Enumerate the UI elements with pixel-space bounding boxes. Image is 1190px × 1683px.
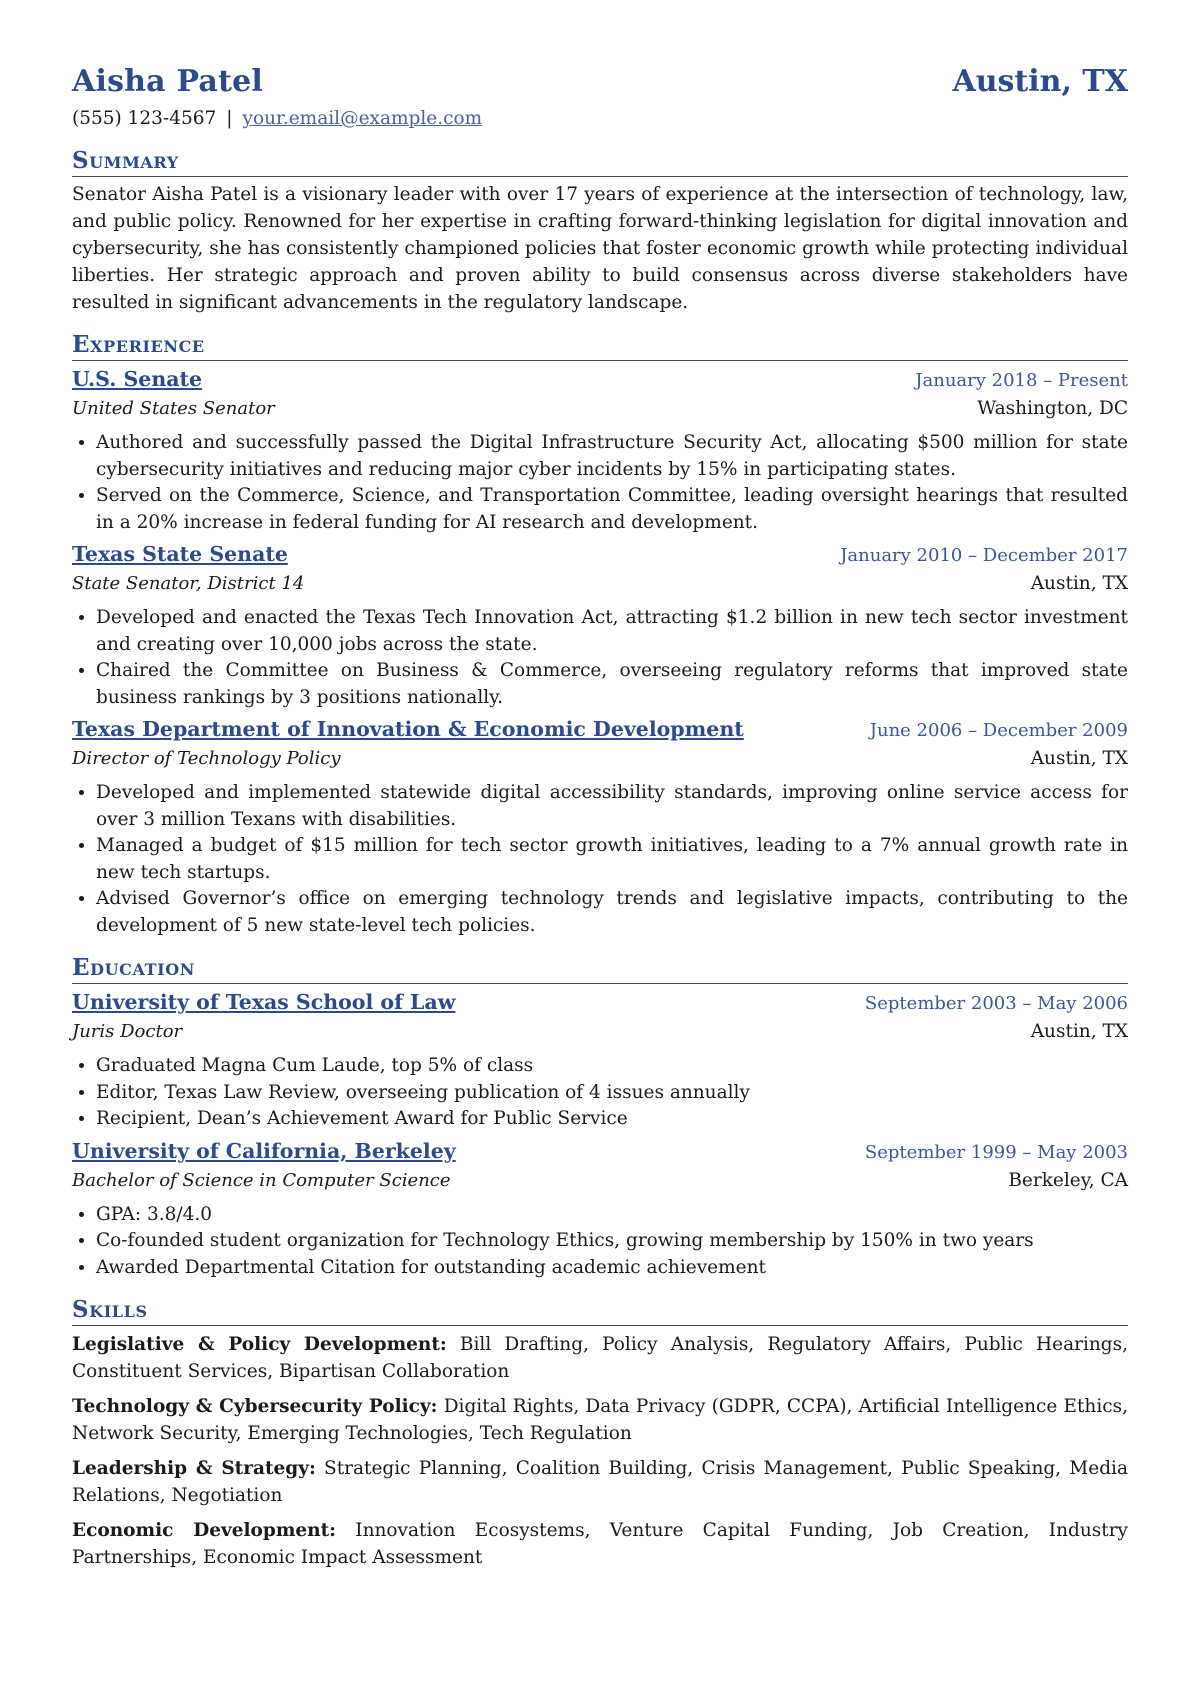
bullet-item: • Managed a budget of $15 million for tech sector growth initiatives, leading to a 7% annual growth rate in new tech startups. <box>96 833 1128 886</box>
skill-category: Technology & Cybersecurity Policy: <box>72 1396 438 1417</box>
bullet-item: • Authored and successfully passed the Digital Infrastructure Security Act, allocating $500 million for state cybersecurity initiatives and reducing major cyber incidents by 15% in participating states. <box>96 430 1128 483</box>
experience-entry <box>72 715 1128 939</box>
skill-line <box>72 1394 1128 1447</box>
education-entry <box>72 988 1128 1133</box>
degree-title: Bachelor of Science in Computer Science <box>72 1169 451 1191</box>
job-location: Austin, TX <box>1030 748 1128 769</box>
skill-category: Leadership & Strategy: <box>72 1458 316 1479</box>
candidate-name: Aisha Patel <box>72 64 263 99</box>
skill-list: Innovation Ecosystems, Venture Capital Funding, Job Creation, Industry Partnerships, Economic Impact Assessment <box>72 1520 1128 1568</box>
section-title-summary: Summary <box>72 146 1128 177</box>
education-dates: September 2003 – May 2006 <box>864 993 1128 1014</box>
bullet-list <box>72 605 1128 711</box>
resume-header <box>72 62 1128 102</box>
employer-link[interactable]: Texas State Senate <box>72 542 288 566</box>
contact-separator: | <box>226 108 233 129</box>
education-dates: September 1999 – May 2003 <box>864 1141 1128 1163</box>
employment-dates: January 2018 – Present <box>915 370 1128 391</box>
job-title: Director of Technology Policy <box>72 748 341 769</box>
bullet-item: • Graduated Magna Cum Laude, top 5% of class <box>96 1053 1128 1080</box>
experience-entry <box>72 540 1128 711</box>
skill-list: Strategic Planning, Coalition Building, Crisis Management, Public Speaking, Media Relations, Negotiation <box>72 1458 1128 1506</box>
bullet-item: • Served on the Commerce, Science, and Transportation Committee, leading oversight hearings that resulted in a 20% increase in federal funding for AI research and development. <box>96 483 1128 536</box>
candidate-location: Austin, TX <box>952 64 1128 99</box>
skill-category: Economic Development: <box>72 1520 336 1541</box>
bullet-item: • Chaired the Committee on Business & Commerce, overseeing regulatory reforms that improved state business rankings by 3 positions nationally. <box>96 658 1128 711</box>
skill-line <box>72 1518 1128 1571</box>
email-link[interactable]: your.email@example.com <box>242 108 483 129</box>
employment-dates: June 2006 – December 2009 <box>869 720 1128 741</box>
school-link[interactable]: University of California, Berkeley <box>72 1138 456 1163</box>
section-title-experience: Experience <box>72 330 1128 361</box>
skill-category: Legislative & Policy Development: <box>72 1334 447 1355</box>
phone-number: (555) 123-4567 <box>72 108 217 129</box>
bullet-item: • Recipient, Dean’s Achievement Award for Public Service <box>96 1106 1128 1133</box>
school-link[interactable]: University of Texas School of Law <box>72 990 456 1014</box>
bullet-item: • Developed and implemented statewide digital accessibility standards, improving online service access for over 3 million Texans with disabilities. <box>96 780 1128 833</box>
skill-list: Bill Drafting, Policy Analysis, Regulatory Affairs, Public Hearings, Constituent Services, Bipartisan Collaboration <box>72 1334 1128 1382</box>
bullet-item: • GPA: 3.8/4.0 <box>96 1202 1128 1229</box>
skill-list: Digital Rights, Data Privacy (GDPR, CCPA), Artificial Intelligence Ethics, Network Security, Emerging Technologies, Tech Regulation <box>72 1396 1128 1444</box>
employer-link[interactable]: Texas Department of Innovation & Economic Development <box>72 717 744 741</box>
employer-link[interactable]: U.S. Senate <box>72 367 203 391</box>
bullet-list <box>72 1202 1128 1282</box>
bullet-list <box>72 430 1128 536</box>
skill-line <box>72 1332 1128 1385</box>
job-location: Washington, DC <box>977 398 1128 419</box>
bullet-list <box>72 780 1128 939</box>
section-title-skills: Skills <box>72 1295 1128 1326</box>
skill-line <box>72 1456 1128 1509</box>
employment-dates: January 2010 – December 2017 <box>840 545 1128 566</box>
bullet-item: • Co-founded student organization for Technology Ethics, growing membership by 150% in two years <box>96 1228 1128 1255</box>
contact-line <box>72 106 1128 132</box>
bullet-item: • Editor, Texas Law Review, overseeing publication of 4 issues annually <box>96 1080 1128 1107</box>
job-location: Austin, TX <box>1030 573 1128 594</box>
bullet-item: • Awarded Departmental Citation for outstanding academic achievement <box>96 1255 1128 1282</box>
job-title: United States Senator <box>72 398 275 419</box>
bullet-item: • Advised Governor’s office on emerging technology trends and legislative impacts, contributing to the development of 5 new state-level tech policies. <box>96 886 1128 939</box>
school-location: Berkeley, CA <box>1008 1169 1128 1191</box>
experience-entry <box>72 365 1128 536</box>
bullet-item: • Developed and enacted the Texas Tech Innovation Act, attracting $1.2 billion in new tech sector investment and creating over 10,000 jobs across the state. <box>96 605 1128 658</box>
section-title-education: Education <box>72 953 1128 984</box>
degree-title: Juris Doctor <box>72 1021 183 1042</box>
bullet-list <box>72 1053 1128 1133</box>
job-title: State Senator, District 14 <box>72 573 305 594</box>
summary-text: Senator Aisha Patel is a visionary leader with over 17 years of experience at the intersection of technology, law, and public policy. Renowned for her expertise in crafting forward-thinking legislation for digital innovation and cybersecurity, she has consistently championed policies that foster economic growth while protecting individual liberties. Her strategic approach and proven ability to build consensus across diverse stakeholders have resulted in significant advancements in the regulatory landscape. <box>72 184 1128 313</box>
education-entry <box>72 1137 1128 1282</box>
school-location: Austin, TX <box>1030 1021 1128 1042</box>
